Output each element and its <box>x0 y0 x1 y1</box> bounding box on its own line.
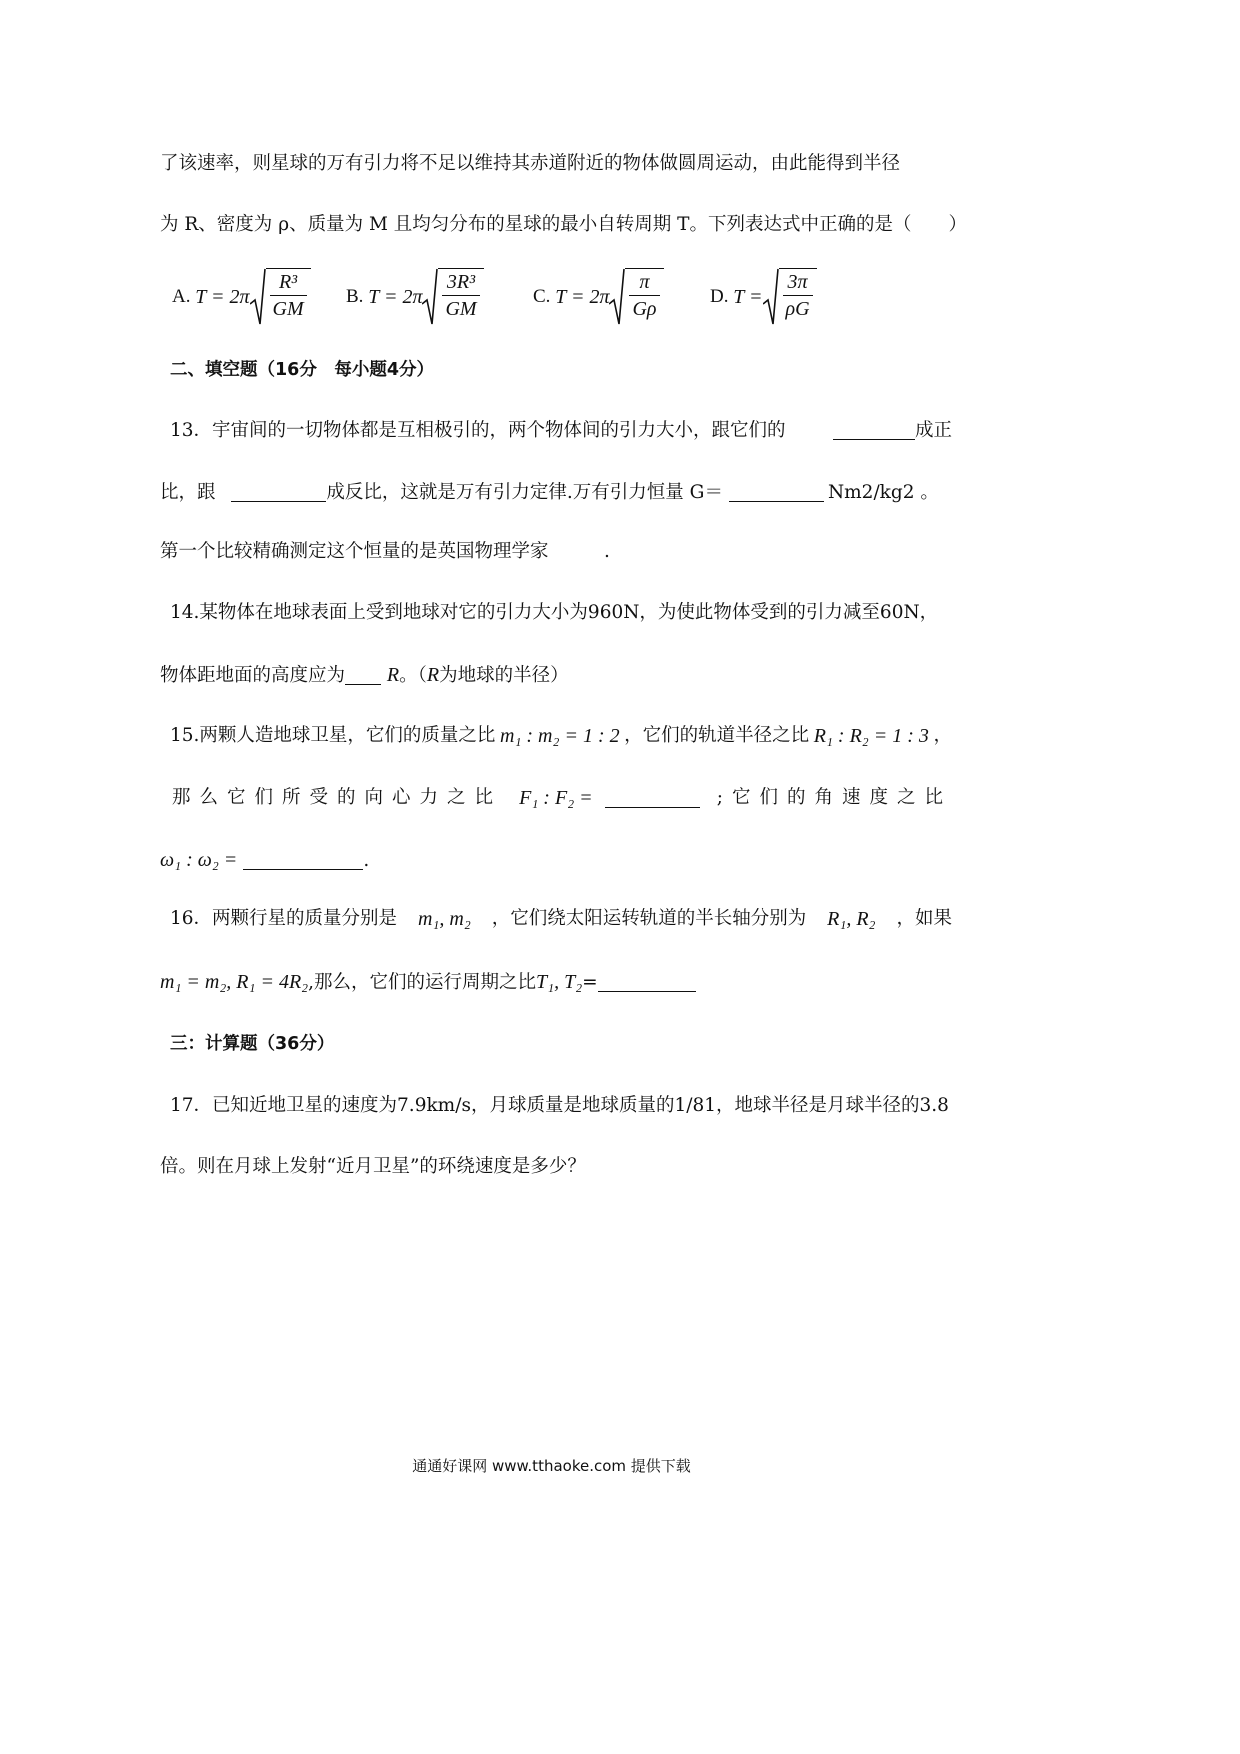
q14-text-2b: 。（ <box>399 665 427 686</box>
sqrt-sign <box>763 268 817 326</box>
q13-text-2b: 成反比，这就是万有引力定律.万有引力恒量 G＝ <box>326 482 723 503</box>
q16-text-1c: ，如果 <box>896 908 952 929</box>
q12-option-b <box>346 262 484 332</box>
q15-line-2 <box>172 784 952 813</box>
option-prefix: T = 2π <box>368 285 423 308</box>
q15-line-1 <box>170 722 952 750</box>
symbol-r: R <box>426 664 440 686</box>
sqrt-sign <box>422 268 483 326</box>
planet-masses: m₁, m₂ <box>417 908 471 930</box>
q13-line-3: 第一个比较精确测定这个恒量的是英国物理学家 . <box>160 541 610 562</box>
q15-text-1c: ， <box>933 725 952 746</box>
option-denominator: Gρ <box>629 295 659 322</box>
radius-ratio: R₁ : R₂ = 1 : 3 <box>813 725 929 747</box>
semi-major-axes: R₁, R₂ <box>827 908 876 930</box>
sqrt-sign <box>609 268 663 326</box>
force-ratio: F₁ : F₂ = <box>519 787 593 809</box>
q14-text-2c: 为地球的半径） <box>439 665 569 686</box>
q15-text-1a: 15.两颗人造地球卫星，它们的质量之比 <box>170 725 496 746</box>
q12-option-c <box>533 262 664 332</box>
q15-text-3-end: . <box>363 850 370 871</box>
q13-line-2 <box>160 479 952 507</box>
option-denominator: GM <box>442 295 479 322</box>
answer-blank[interactable] <box>231 481 326 502</box>
q13-text-1: 13．宇宙间的一切物体都是互相极引的，两个物体间的引力大小，跟它们的 <box>170 420 786 441</box>
page-footer: 通通好课网 www.tthaoke.com 提供下载 <box>412 1457 691 1475</box>
q13-line-1 <box>170 417 952 445</box>
option-label: A. <box>172 286 191 307</box>
q12-text-line-2: 为 R、密度为 ρ、质量为 M 且均匀分布的星球的最小自转周期 T。下列表达式中正确的是（ ） <box>160 214 967 235</box>
option-numerator: π <box>639 271 650 293</box>
sqrt-sign <box>250 268 311 326</box>
q16-line-1 <box>170 905 952 933</box>
q16-line-2 <box>160 968 952 997</box>
q13-text-1-end: 成正 <box>914 420 952 441</box>
q15-line-3 <box>160 846 952 875</box>
option-label: C. <box>533 286 551 307</box>
option-label: D. <box>710 286 729 307</box>
q17-line-1: 17．已知近地卫星的速度为7.9km/s，月球质量是地球质量的1/81，地球半径是月球半径的3.8 <box>170 1095 949 1116</box>
option-prefix: T = 2π <box>195 285 250 308</box>
q15-text-2a: 那么它们所受的向心力之比 <box>172 787 503 808</box>
option-label: B. <box>346 286 364 307</box>
option-numerator: 3π <box>787 271 808 293</box>
q15-text-1b: ，它们的轨道半径之比 <box>624 725 810 746</box>
condition-expression: m₁ = m₂, R₁ = 4R₂ <box>160 971 309 993</box>
option-prefix: T = 2π <box>555 285 610 308</box>
answer-blank[interactable] <box>243 849 363 870</box>
option-denominator: GM <box>270 295 307 322</box>
q13-text-2c: Nm2/kg2 。 <box>827 482 939 503</box>
q14-text-2a: 物体距地面的高度应为 <box>160 665 346 686</box>
answer-blank[interactable] <box>729 481 824 502</box>
section-2-heading: 二、填空题（16分 每小题4分） <box>170 360 435 380</box>
q12-option-d <box>710 262 817 332</box>
q17-line-2: 倍。则在月球上发射“近月卫星”的环绕速度是多少？ <box>160 1156 586 1177</box>
mass-ratio: m₁ : m₂ = 1 : 2 <box>500 725 620 747</box>
angular-velocity-ratio: ω₁ : ω₂ = <box>160 849 238 871</box>
q12-text-line-1: 了该速率，则星球的万有引力将不足以维持其赤道附近的物体做圆周运动，由此能得到半径 <box>160 153 901 174</box>
option-numerator: 3R³ <box>446 271 476 293</box>
q16-text-1b: ，它们绕太阳运转轨道的半长轴分别为 <box>491 908 807 929</box>
q15-text-2b: ;它们的角速度之比 <box>716 787 952 808</box>
q16-text-2b: = <box>582 972 598 993</box>
option-denominator: ρG <box>783 295 813 322</box>
q12-option-a <box>172 262 311 332</box>
option-prefix: T = <box>733 285 763 308</box>
answer-blank[interactable] <box>605 787 700 808</box>
q16-text-1a: 16．两颗行星的质量分别是 <box>170 908 398 929</box>
q14-line-1: 14.某物体在地球表面上受到地球对它的引力大小为960N，为使此物体受到的引力减至60N， <box>170 602 939 623</box>
answer-blank[interactable] <box>833 419 915 440</box>
q16-text-2a: ,那么，它们的运行周期之比 <box>308 972 537 993</box>
answer-blank[interactable] <box>345 664 381 685</box>
section-3-heading: 三：计算题（36分） <box>170 1034 335 1054</box>
period-ratio: T₁, T₂ <box>536 971 583 993</box>
symbol-r: R <box>386 664 400 686</box>
q13-text-2a: 比，跟 <box>160 482 216 503</box>
option-numerator: R³ <box>278 271 298 293</box>
answer-blank[interactable] <box>598 971 696 992</box>
q14-line-2 <box>160 661 952 690</box>
